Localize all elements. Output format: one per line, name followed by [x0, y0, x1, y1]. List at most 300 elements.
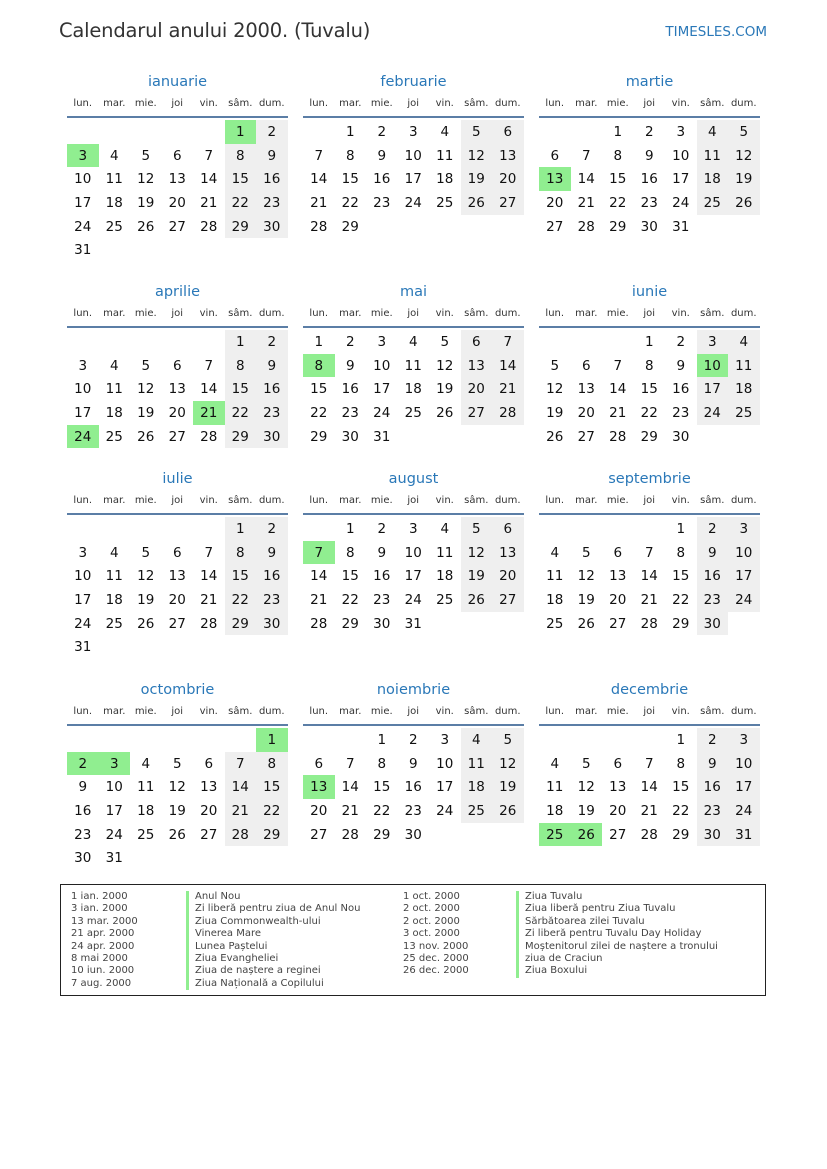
weekday-label: joi [171, 97, 184, 109]
day-cell: 13 [168, 171, 186, 188]
day-cell: 13 [168, 568, 186, 585]
day-cell: 14 [640, 568, 658, 585]
day-cell: 8 [613, 147, 623, 164]
day-cell: 17 [436, 779, 454, 796]
empty-cell [303, 120, 335, 144]
day-cell: 2 [256, 120, 288, 144]
day-cell: 22 [609, 194, 627, 211]
day-cell: 16 [697, 564, 729, 588]
day-grid [303, 728, 524, 846]
header-divider [539, 513, 760, 515]
day-cell: 27 [577, 428, 595, 445]
empty-cell [571, 330, 603, 354]
day-cell: 1 [676, 731, 686, 748]
day-cell: 27 [492, 191, 524, 215]
day-cell: 25 [105, 218, 123, 235]
weekday-label: vin. [199, 307, 218, 319]
day-cell: 22 [341, 591, 359, 608]
legend-holiday-name: Lunea Paștelui [186, 941, 360, 953]
day-cell: 17 [74, 591, 92, 608]
day-cell: 9 [644, 147, 654, 164]
day-cell: 5 [581, 544, 591, 561]
weekday-label: mie. [134, 494, 157, 506]
empty-cell [634, 517, 666, 541]
day-cell: 12 [577, 779, 595, 796]
day-cell: 28 [310, 218, 328, 235]
day-cell: 18 [546, 802, 564, 819]
weekday-label: sâm. [228, 97, 253, 109]
empty-cell [67, 330, 99, 354]
day-cell: 7 [613, 357, 623, 374]
empty-cell [67, 120, 99, 144]
day-cell: 24 [404, 591, 422, 608]
day-cell: 13 [609, 779, 627, 796]
day-cell: 28 [640, 826, 658, 843]
day-cell: 12 [577, 568, 595, 585]
day-cell: 30 [373, 615, 391, 632]
day-cell: 20 [492, 564, 524, 588]
weekday-label: mar. [103, 705, 126, 717]
day-cell: 31 [728, 823, 760, 847]
day-grid [539, 330, 760, 448]
day-cell: 17 [105, 802, 123, 819]
legend-date: 2 oct. 2000 [403, 915, 460, 927]
day-cell: 4 [461, 728, 493, 752]
empty-cell [571, 120, 603, 144]
weekday-label: dum. [494, 97, 521, 109]
month-noiembrie [303, 680, 524, 846]
day-grid [539, 728, 760, 846]
day-cell: 20 [577, 404, 595, 421]
day-cell: 9 [697, 541, 729, 565]
weekday-label: dum. [258, 97, 285, 109]
day-cell: 16 [640, 171, 658, 188]
header-divider [303, 724, 524, 726]
day-cell: 23 [697, 588, 729, 612]
day-cell: 8 [676, 544, 686, 561]
month-septembrie [539, 469, 760, 635]
day-cell: 3 [676, 123, 686, 140]
day-cell: 1 [644, 333, 654, 350]
day-cell: 28 [200, 428, 218, 445]
day-cell: 8 [345, 544, 355, 561]
day-cell: 1 [377, 731, 387, 748]
day-cell: 7 [644, 755, 654, 772]
weekday-label: mar. [575, 97, 598, 109]
weekday-label: mie. [134, 705, 157, 717]
weekday-label: mie. [370, 494, 393, 506]
month-name: decembrie [610, 682, 689, 698]
day-cell: 13 [168, 381, 186, 398]
day-cell: 4 [697, 120, 729, 144]
day-cell: 1 [345, 520, 355, 537]
day-cell: 8 [644, 357, 654, 374]
weekday-label: mar. [339, 494, 362, 506]
day-cell: 29 [609, 218, 627, 235]
day-cell: 27 [461, 401, 493, 425]
weekday-label: mar. [575, 307, 598, 319]
day-cell: 21 [492, 377, 524, 401]
empty-cell [539, 330, 571, 354]
weekday-label: mie. [606, 494, 629, 506]
empty-cell [303, 728, 335, 752]
header-divider [539, 326, 760, 328]
day-cell: 30 [256, 215, 288, 239]
empty-cell [162, 120, 194, 144]
day-cell: 25 [137, 826, 155, 843]
month-octombrie [67, 680, 288, 870]
day-cell: 30 [256, 425, 288, 449]
weekday-label: joi [643, 97, 656, 109]
legend-date: 25 dec. 2000 [403, 952, 469, 964]
weekday-label: dum. [494, 307, 521, 319]
weekday-label: lun. [545, 705, 565, 717]
legend-date: 2 oct. 2000 [403, 903, 460, 915]
weekday-label: mar. [103, 97, 126, 109]
day-cell: 7 [581, 147, 591, 164]
day-cell: 13 [492, 144, 524, 168]
legend-date: 26 dec. 2000 [403, 965, 469, 977]
day-cell: 29 [256, 823, 288, 847]
day-cell: 10 [404, 147, 422, 164]
weekday-label: joi [171, 705, 184, 717]
day-cell: 19 [492, 775, 524, 799]
header-divider [303, 116, 524, 118]
day-cell: 7 [492, 330, 524, 354]
header-divider [303, 326, 524, 328]
day-cell: 22 [225, 401, 257, 425]
day-cell: 3 [408, 123, 418, 140]
weekday-header [539, 302, 760, 324]
empty-cell [193, 120, 225, 144]
header-divider [67, 116, 288, 118]
day-cell: 6 [492, 120, 524, 144]
day-cell: 3 [408, 520, 418, 537]
day-cell: 22 [256, 799, 288, 823]
day-cell: 26 [137, 218, 155, 235]
weekday-label: sâm. [228, 705, 253, 717]
day-cell: 7 [204, 544, 214, 561]
legend-date: 7 aug. 2000 [71, 977, 132, 989]
day-cell: 19 [168, 802, 186, 819]
day-cell: 14 [310, 568, 328, 585]
day-cell: 10 [728, 752, 760, 776]
day-cell: 1 [676, 520, 686, 537]
day-cell: 27 [310, 826, 328, 843]
day-cell: 23 [672, 404, 690, 421]
month-iulie [67, 469, 288, 659]
day-cell: 22 [310, 404, 328, 421]
month-name: iunie [631, 284, 668, 300]
day-cell: 23 [256, 191, 288, 215]
month-ianuarie [67, 72, 288, 262]
empty-cell [162, 728, 194, 752]
legend-holiday-name: ziua de Craciun [516, 953, 718, 965]
weekday-label: sâm. [464, 705, 489, 717]
day-cell: 22 [225, 191, 257, 215]
holiday-day-cell: 3 [67, 144, 99, 168]
day-cell: 3 [697, 330, 729, 354]
empty-cell [162, 517, 194, 541]
weekday-label: sâm. [464, 97, 489, 109]
day-cell: 8 [225, 144, 257, 168]
weekday-label: dum. [258, 494, 285, 506]
day-cell: 14 [225, 775, 257, 799]
day-cell: 12 [436, 357, 454, 374]
day-cell: 19 [546, 404, 564, 421]
day-cell: 16 [341, 381, 359, 398]
day-cell: 16 [74, 802, 92, 819]
day-cell: 7 [204, 357, 214, 374]
day-cell: 15 [310, 381, 328, 398]
day-cell: 2 [377, 123, 387, 140]
day-cell: 27 [546, 218, 564, 235]
day-cell: 23 [256, 588, 288, 612]
day-cell: 17 [404, 171, 422, 188]
weekday-label: joi [643, 705, 656, 717]
day-cell: 21 [640, 591, 658, 608]
day-cell: 3 [78, 357, 88, 374]
day-cell: 12 [168, 779, 186, 796]
day-cell: 24 [436, 802, 454, 819]
day-cell: 16 [256, 564, 288, 588]
weekday-label: mar. [339, 97, 362, 109]
weekday-label: vin. [199, 97, 218, 109]
day-cell: 17 [728, 564, 760, 588]
empty-cell [539, 517, 571, 541]
day-cell: 1 [613, 123, 623, 140]
day-cell: 13 [200, 779, 218, 796]
day-cell: 4 [109, 544, 119, 561]
weekday-label: dum. [730, 705, 757, 717]
day-cell: 23 [640, 194, 658, 211]
day-cell: 17 [404, 568, 422, 585]
day-cell: 6 [314, 755, 324, 772]
weekday-label: vin. [435, 97, 454, 109]
day-cell: 31 [373, 428, 391, 445]
day-cell: 15 [672, 568, 690, 585]
weekday-label: dum. [730, 494, 757, 506]
day-cell: 18 [105, 591, 123, 608]
day-cell: 18 [697, 167, 729, 191]
day-cell: 26 [436, 404, 454, 421]
day-cell: 29 [373, 826, 391, 843]
day-cell: 20 [168, 591, 186, 608]
day-cell: 8 [256, 752, 288, 776]
empty-cell [571, 728, 603, 752]
day-cell: 25 [546, 615, 564, 632]
day-cell: 17 [74, 404, 92, 421]
weekday-label: sâm. [464, 494, 489, 506]
day-cell: 18 [728, 377, 760, 401]
month-martie [539, 72, 760, 238]
holiday-day-cell: 3 [99, 752, 131, 776]
empty-cell [99, 728, 131, 752]
site-link[interactable]: TIMESLES.COM [665, 24, 767, 40]
day-cell: 22 [341, 194, 359, 211]
weekday-label: lun. [545, 97, 565, 109]
legend-holiday-name: Sărbătoarea zilei Tuvalu [516, 916, 718, 928]
day-cell: 27 [492, 588, 524, 612]
day-grid [539, 120, 760, 238]
day-cell: 25 [105, 615, 123, 632]
weekday-label: mar. [339, 307, 362, 319]
day-cell: 1 [225, 517, 257, 541]
weekday-label: vin. [671, 494, 690, 506]
day-cell: 4 [109, 147, 119, 164]
day-cell: 2 [345, 333, 355, 350]
day-cell: 15 [225, 377, 257, 401]
empty-cell [193, 517, 225, 541]
day-cell: 19 [577, 802, 595, 819]
day-cell: 11 [105, 568, 123, 585]
day-cell: 7 [314, 147, 324, 164]
day-grid [303, 517, 524, 635]
day-cell: 14 [200, 568, 218, 585]
weekday-header [539, 700, 760, 722]
day-cell: 17 [74, 194, 92, 211]
weekday-label: sâm. [228, 494, 253, 506]
day-cell: 10 [105, 779, 123, 796]
header-divider [303, 513, 524, 515]
day-cell: 11 [105, 381, 123, 398]
day-cell: 5 [461, 517, 493, 541]
weekday-label: mie. [134, 307, 157, 319]
day-cell: 26 [168, 826, 186, 843]
day-cell: 12 [546, 381, 564, 398]
day-cell: 29 [310, 428, 328, 445]
day-cell: 24 [728, 799, 760, 823]
weekday-label: vin. [671, 705, 690, 717]
page-title: Calendarul anului 2000. (Tuvalu) [59, 19, 371, 42]
day-cell: 25 [436, 194, 454, 211]
empty-cell [634, 728, 666, 752]
legend-date: 24 apr. 2000 [71, 940, 135, 952]
day-cell: 25 [728, 401, 760, 425]
empty-cell [130, 517, 162, 541]
empty-cell [539, 120, 571, 144]
day-cell: 12 [492, 752, 524, 776]
day-cell: 12 [461, 144, 493, 168]
legend-date: 8 mai 2000 [71, 952, 128, 964]
day-cell: 11 [137, 779, 155, 796]
day-cell: 2 [697, 517, 729, 541]
day-cell: 29 [225, 425, 257, 449]
day-cell: 8 [225, 541, 257, 565]
day-cell: 14 [640, 779, 658, 796]
day-cell: 14 [310, 171, 328, 188]
empty-cell [571, 517, 603, 541]
day-cell: 21 [640, 802, 658, 819]
weekday-label: lun. [545, 307, 565, 319]
legend-date: 21 apr. 2000 [71, 928, 135, 940]
day-cell: 5 [550, 357, 560, 374]
day-cell: 7 [204, 147, 214, 164]
holiday-day-cell: 25 [539, 823, 571, 847]
day-cell: 10 [74, 171, 92, 188]
day-cell: 30 [341, 428, 359, 445]
empty-cell [130, 120, 162, 144]
day-cell: 24 [728, 588, 760, 612]
day-cell: 24 [74, 615, 92, 632]
day-cell: 27 [609, 826, 627, 843]
weekday-label: dum. [730, 307, 757, 319]
day-cell: 27 [200, 826, 218, 843]
day-cell: 12 [137, 381, 155, 398]
empty-cell [99, 517, 131, 541]
day-cell: 5 [581, 755, 591, 772]
day-grid [303, 330, 524, 448]
day-cell: 8 [345, 147, 355, 164]
day-cell: 23 [697, 799, 729, 823]
day-cell: 13 [577, 381, 595, 398]
day-cell: 16 [672, 381, 690, 398]
day-cell: 10 [74, 381, 92, 398]
day-cell: 6 [581, 357, 591, 374]
day-cell: 19 [577, 591, 595, 608]
legend-right-names [516, 891, 718, 978]
legend-left-names [186, 891, 360, 990]
day-cell: 16 [404, 779, 422, 796]
day-cell: 11 [436, 147, 454, 164]
day-grid [67, 330, 288, 448]
month-name: februarie [380, 74, 447, 90]
holiday-day-cell: 24 [67, 425, 99, 449]
empty-cell [602, 728, 634, 752]
day-cell: 5 [141, 147, 151, 164]
day-cell: 21 [577, 194, 595, 211]
day-cell: 27 [609, 615, 627, 632]
day-cell: 2 [377, 520, 387, 537]
day-cell: 14 [609, 381, 627, 398]
day-cell: 5 [492, 728, 524, 752]
weekday-header [303, 302, 524, 324]
day-cell: 9 [256, 541, 288, 565]
day-cell: 29 [225, 612, 257, 636]
day-cell: 19 [436, 381, 454, 398]
day-cell: 14 [200, 171, 218, 188]
day-cell: 26 [728, 191, 760, 215]
day-cell: 12 [137, 568, 155, 585]
holiday-day-cell: 1 [225, 120, 257, 144]
day-cell: 4 [550, 755, 560, 772]
legend-holiday-name: Ziua Commonwealth-ului [186, 916, 360, 928]
day-cell: 30 [672, 428, 690, 445]
weekday-label: vin. [435, 705, 454, 717]
day-cell: 2 [676, 333, 686, 350]
weekday-label: joi [407, 307, 420, 319]
day-cell: 17 [728, 775, 760, 799]
legend-date: 1 oct. 2000 [403, 891, 460, 902]
day-cell: 4 [408, 333, 418, 350]
day-cell: 19 [461, 167, 493, 191]
day-cell: 15 [373, 779, 391, 796]
empty-cell [602, 517, 634, 541]
weekday-label: vin. [435, 494, 454, 506]
legend-holiday-name: Ziua Evangheliei [186, 953, 360, 965]
weekday-label: vin. [671, 97, 690, 109]
header-divider [67, 513, 288, 515]
day-cell: 28 [310, 615, 328, 632]
day-cell: 6 [461, 330, 493, 354]
holiday-day-cell: 2 [67, 752, 99, 776]
day-cell: 22 [225, 588, 257, 612]
day-cell: 24 [697, 401, 729, 425]
day-cell: 2 [644, 123, 654, 140]
empty-cell [602, 330, 634, 354]
weekday-header [303, 92, 524, 114]
day-cell: 23 [341, 404, 359, 421]
